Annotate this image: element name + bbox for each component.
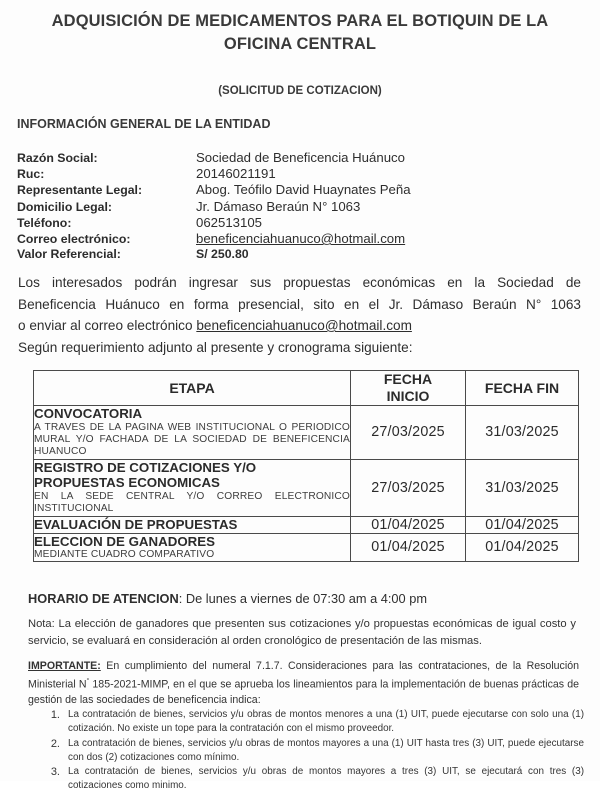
info-row — [17, 182, 583, 198]
info-row — [17, 215, 583, 231]
intro-line-4: Según requerimiento adjunto al presente y cronograma siguiente: — [18, 339, 413, 355]
label-valor-referencial: Valor Referencial: — [17, 247, 121, 262]
value-razon-social: Sociedad de Beneficencia Huánuco — [196, 150, 405, 165]
section-heading-entity-info: INFORMACIÓN GENERAL DE LA ENTIDAD — [17, 117, 271, 131]
etapa-detail: EN LA SEDE CENTRAL Y/O CORREO ELECTRONICO INSTITUCIONAL — [34, 490, 350, 515]
intro-paragraph — [18, 272, 581, 358]
intro-line-2: Beneficencia Huánuco en forma presencial, sito en el Jr. Dámaso Beraún N° 1063 — [18, 296, 581, 312]
cell-etapa — [34, 516, 351, 533]
schedule-table — [33, 370, 579, 562]
value-ruc: 20146021191 — [196, 166, 276, 182]
list-item-number: 2. — [50, 737, 60, 750]
table-row — [34, 516, 579, 533]
info-row — [17, 231, 583, 247]
info-row — [17, 247, 583, 263]
list-item-text: La contratación de bienes, servicios y/u obras de montos menores a una (1) UIT, puede ejecutarse con solo una (1) cotización. No existe un tope para la contratación con el mismo proveedor. — [68, 709, 584, 734]
importante-superscript: ° — [86, 678, 90, 686]
cell-fecha-fin: 01/04/2025 — [466, 516, 579, 533]
cell-etapa — [34, 459, 351, 516]
nota-paragraph: Nota: La elección de ganadores que presenten sus cotizaciones y/o propuestas económicas de igual costo y servicio, se evaluará en consideración al orden cronológico de presentación de las mismas. — [28, 618, 576, 647]
etapa-detail: MEDIANTE CUADRO COMPARATIVO — [34, 549, 215, 561]
etapa-title: ELECCION DE GANADORES — [34, 533, 216, 549]
page-title: ADQUISICIÓN DE MEDICAMENTOS PARA EL BOTIQUIN DE LA OFICINA CENTRAL — [51, 12, 549, 53]
table-row — [34, 533, 579, 562]
value-valor-referencial: S/ 250.80 — [196, 247, 249, 262]
list-item-number: 3. — [50, 766, 60, 778]
horario-atencion — [28, 591, 427, 606]
value-domicilio-legal: Jr. Dámaso Beraún N° 1063 — [196, 198, 361, 214]
cell-fecha-fin: 01/04/2025 — [466, 533, 579, 562]
cell-etapa — [34, 406, 351, 460]
intro-email-link[interactable]: beneficenciahuanuco@hotmail.com — [196, 318, 412, 333]
info-row — [17, 150, 583, 166]
column-header-fecha-inicio-line2: INICIO — [386, 388, 430, 404]
label-razon-social: Razón Social: — [17, 151, 98, 165]
label-correo-electronico: Correo electrónico: — [17, 231, 131, 246]
cell-fecha-fin: 31/03/2025 — [466, 406, 579, 460]
etapa-detail: A TRAVES DE LA PAGINA WEB INSTITUCIONAL O PERIODICO MURAL Y/O FACHADA DE LA SOCIEDAD DE BENEFICENCIA HUANUCO — [34, 421, 350, 458]
label-representante-legal: Representante Legal: — [17, 183, 143, 198]
list-item — [44, 737, 584, 765]
info-row — [17, 199, 583, 215]
column-header-fecha-fin: FECHA FIN — [466, 371, 579, 406]
label-telefono: Teléfono: — [17, 215, 72, 230]
importante-text-b: 185-2021-MIMP, en el que se aprueba los lineamientos para la implementación de buenas prácticas de gestión de las sociedades de beneficencia indica: — [28, 678, 579, 706]
intro-line-3-prefix: o enviar al correo electrónico — [18, 318, 197, 333]
value-representante-legal: Abog. Teófilo David Huaynates Peña — [196, 182, 411, 198]
list-item-text: La contratación de bienes, servicios y/u obras de montos mayores a una (1) UIT hasta tres (3) UIT, puede ejecutarse con dos (2) cotizaciones como mínimo. — [68, 737, 584, 763]
list-item — [44, 765, 584, 793]
entity-information-block — [17, 150, 583, 263]
table-header-row — [34, 371, 579, 406]
table-row — [34, 406, 579, 460]
cell-fecha-inicio: 27/03/2025 — [351, 406, 466, 460]
etapa-title: EVALUACIÓN DE PROPUESTAS — [34, 516, 238, 532]
table-row — [34, 459, 579, 516]
list-item-text: La contratación de bienes, servicios y/u obras de montos mayores a tres (3) UIT, se ejecutará con tres (3) cotizaciones como minimo. — [68, 766, 584, 791]
cell-fecha-inicio: 27/03/2025 — [351, 459, 466, 516]
value-correo-electronico[interactable]: beneficenciahuanuco@hotmail.com — [196, 230, 406, 246]
importante-text-a: En cumplimiento del numeral 7.1.7. Consideraciones para las contrataciones, de la Resolución Ministerial N — [28, 660, 579, 691]
label-ruc: Ruc: — [17, 167, 45, 182]
cell-fecha-fin: 31/03/2025 — [466, 459, 579, 516]
horario-label: HORARIO DE ATENCION — [28, 591, 179, 606]
value-telefono: 062513105 — [196, 214, 263, 230]
cell-fecha-inicio: 01/04/2025 — [351, 516, 466, 533]
intro-line-1: Los interesados podrán ingresar sus propuestas económicas en la Sociedad de — [18, 275, 581, 290]
label-domicilio-legal: Domicilio Legal: — [17, 199, 112, 214]
info-row — [17, 166, 583, 182]
cell-fecha-inicio: 01/04/2025 — [351, 533, 466, 562]
importante-paragraph — [28, 659, 579, 708]
column-header-fecha-inicio — [351, 371, 466, 406]
document-subtitle: (SOLICITUD DE COTIZACION) — [218, 85, 382, 97]
column-header-etapa: ETAPA — [34, 371, 351, 406]
etapa-title: CONVOCATORIA — [34, 406, 143, 421]
etapa-title: REGISTRO DE COTIZACIONES Y/O PROPUESTAS ECONOMICAS — [34, 459, 257, 491]
column-header-fecha-inicio-line1: FECHA — [383, 371, 433, 387]
list-item — [44, 708, 584, 736]
cell-etapa — [34, 533, 351, 562]
intro-line-3 — [18, 315, 581, 337]
horario-value: : De lunes a viernes de 07:30 am a 4:00 pm — [178, 591, 427, 606]
importante-label: IMPORTANTE: — [28, 660, 101, 672]
list-item-number: 1. — [50, 709, 60, 721]
